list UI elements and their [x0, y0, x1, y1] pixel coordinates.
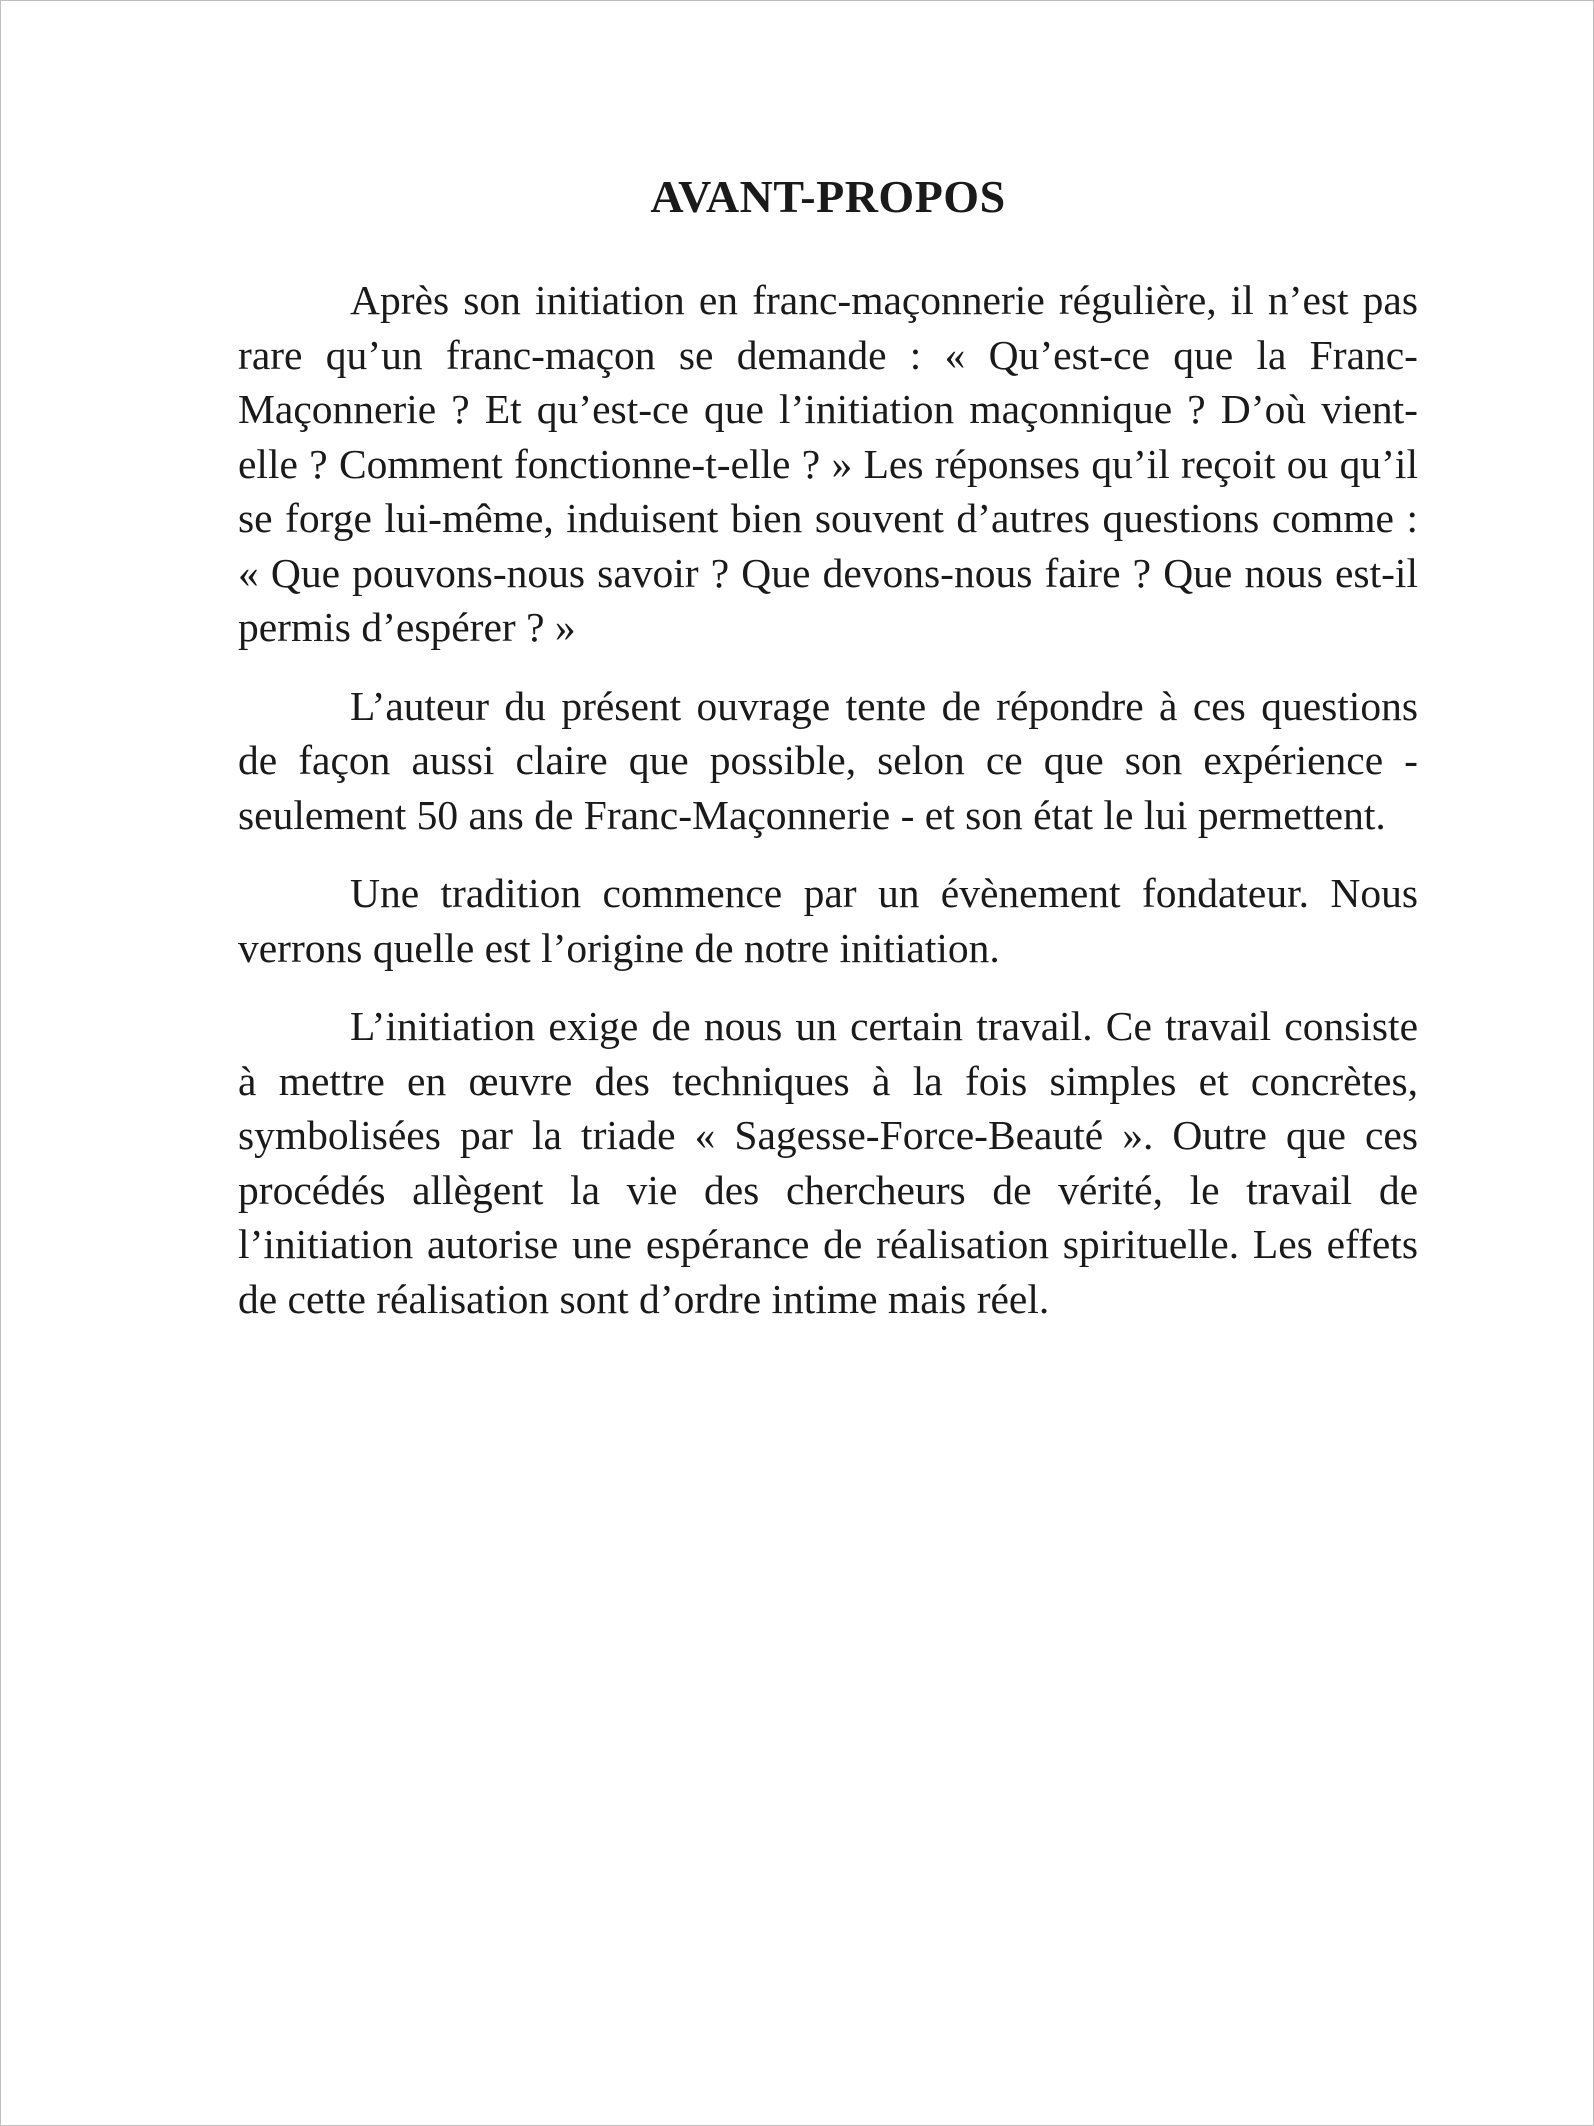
page-title: AVANT-PROPOS	[650, 171, 1006, 222]
paragraph-3: Une tradition commence par un évènement fondateur. Nous verrons quelle est l’origine de notre initiation.	[238, 870, 1418, 971]
page-content	[238, 161, 1418, 1350]
paragraph-4: L’initiation exige de nous un certain travail. Ce travail consiste à mettre en œuvre des techniques à la fois simples et concrètes, symbolisées par la triade « Sagesse-Force-Beauté ». Outre que ces procédés allègent la vie des chercheurs de vérité, le travail de l’initiation autorise une espérance de réalisation spirituelle. Les effets de cette réalisation sont d’ordre intime mais réel.	[238, 1003, 1418, 1322]
paragraph-2: L’auteur du présent ouvrage tente de répondre à ces questions de façon aussi claire que possible, selon ce que son expérience - seulement 50 ans de Franc-Maçonnerie - et son état le lui permettent.	[238, 682, 1418, 838]
paragraph-1: Après son initiation en franc-maçonnerie régulière, il n’est pas rare qu’un franc-maçon se demande : « Qu’est-ce que la Franc-Maçonnerie ? Et qu’est-ce que l’initiation maçonnique ? D’où vient-elle ? Comment fonctionne-t-elle ? » Les réponses qu’il reçoit ou qu’il se forge lui-même, induisent bien souvent d’autres questions comme : « Que pouvons-nous savoir ? Que devons-nous faire ? Que nous est-il permis d’espérer ? »	[238, 277, 1418, 650]
